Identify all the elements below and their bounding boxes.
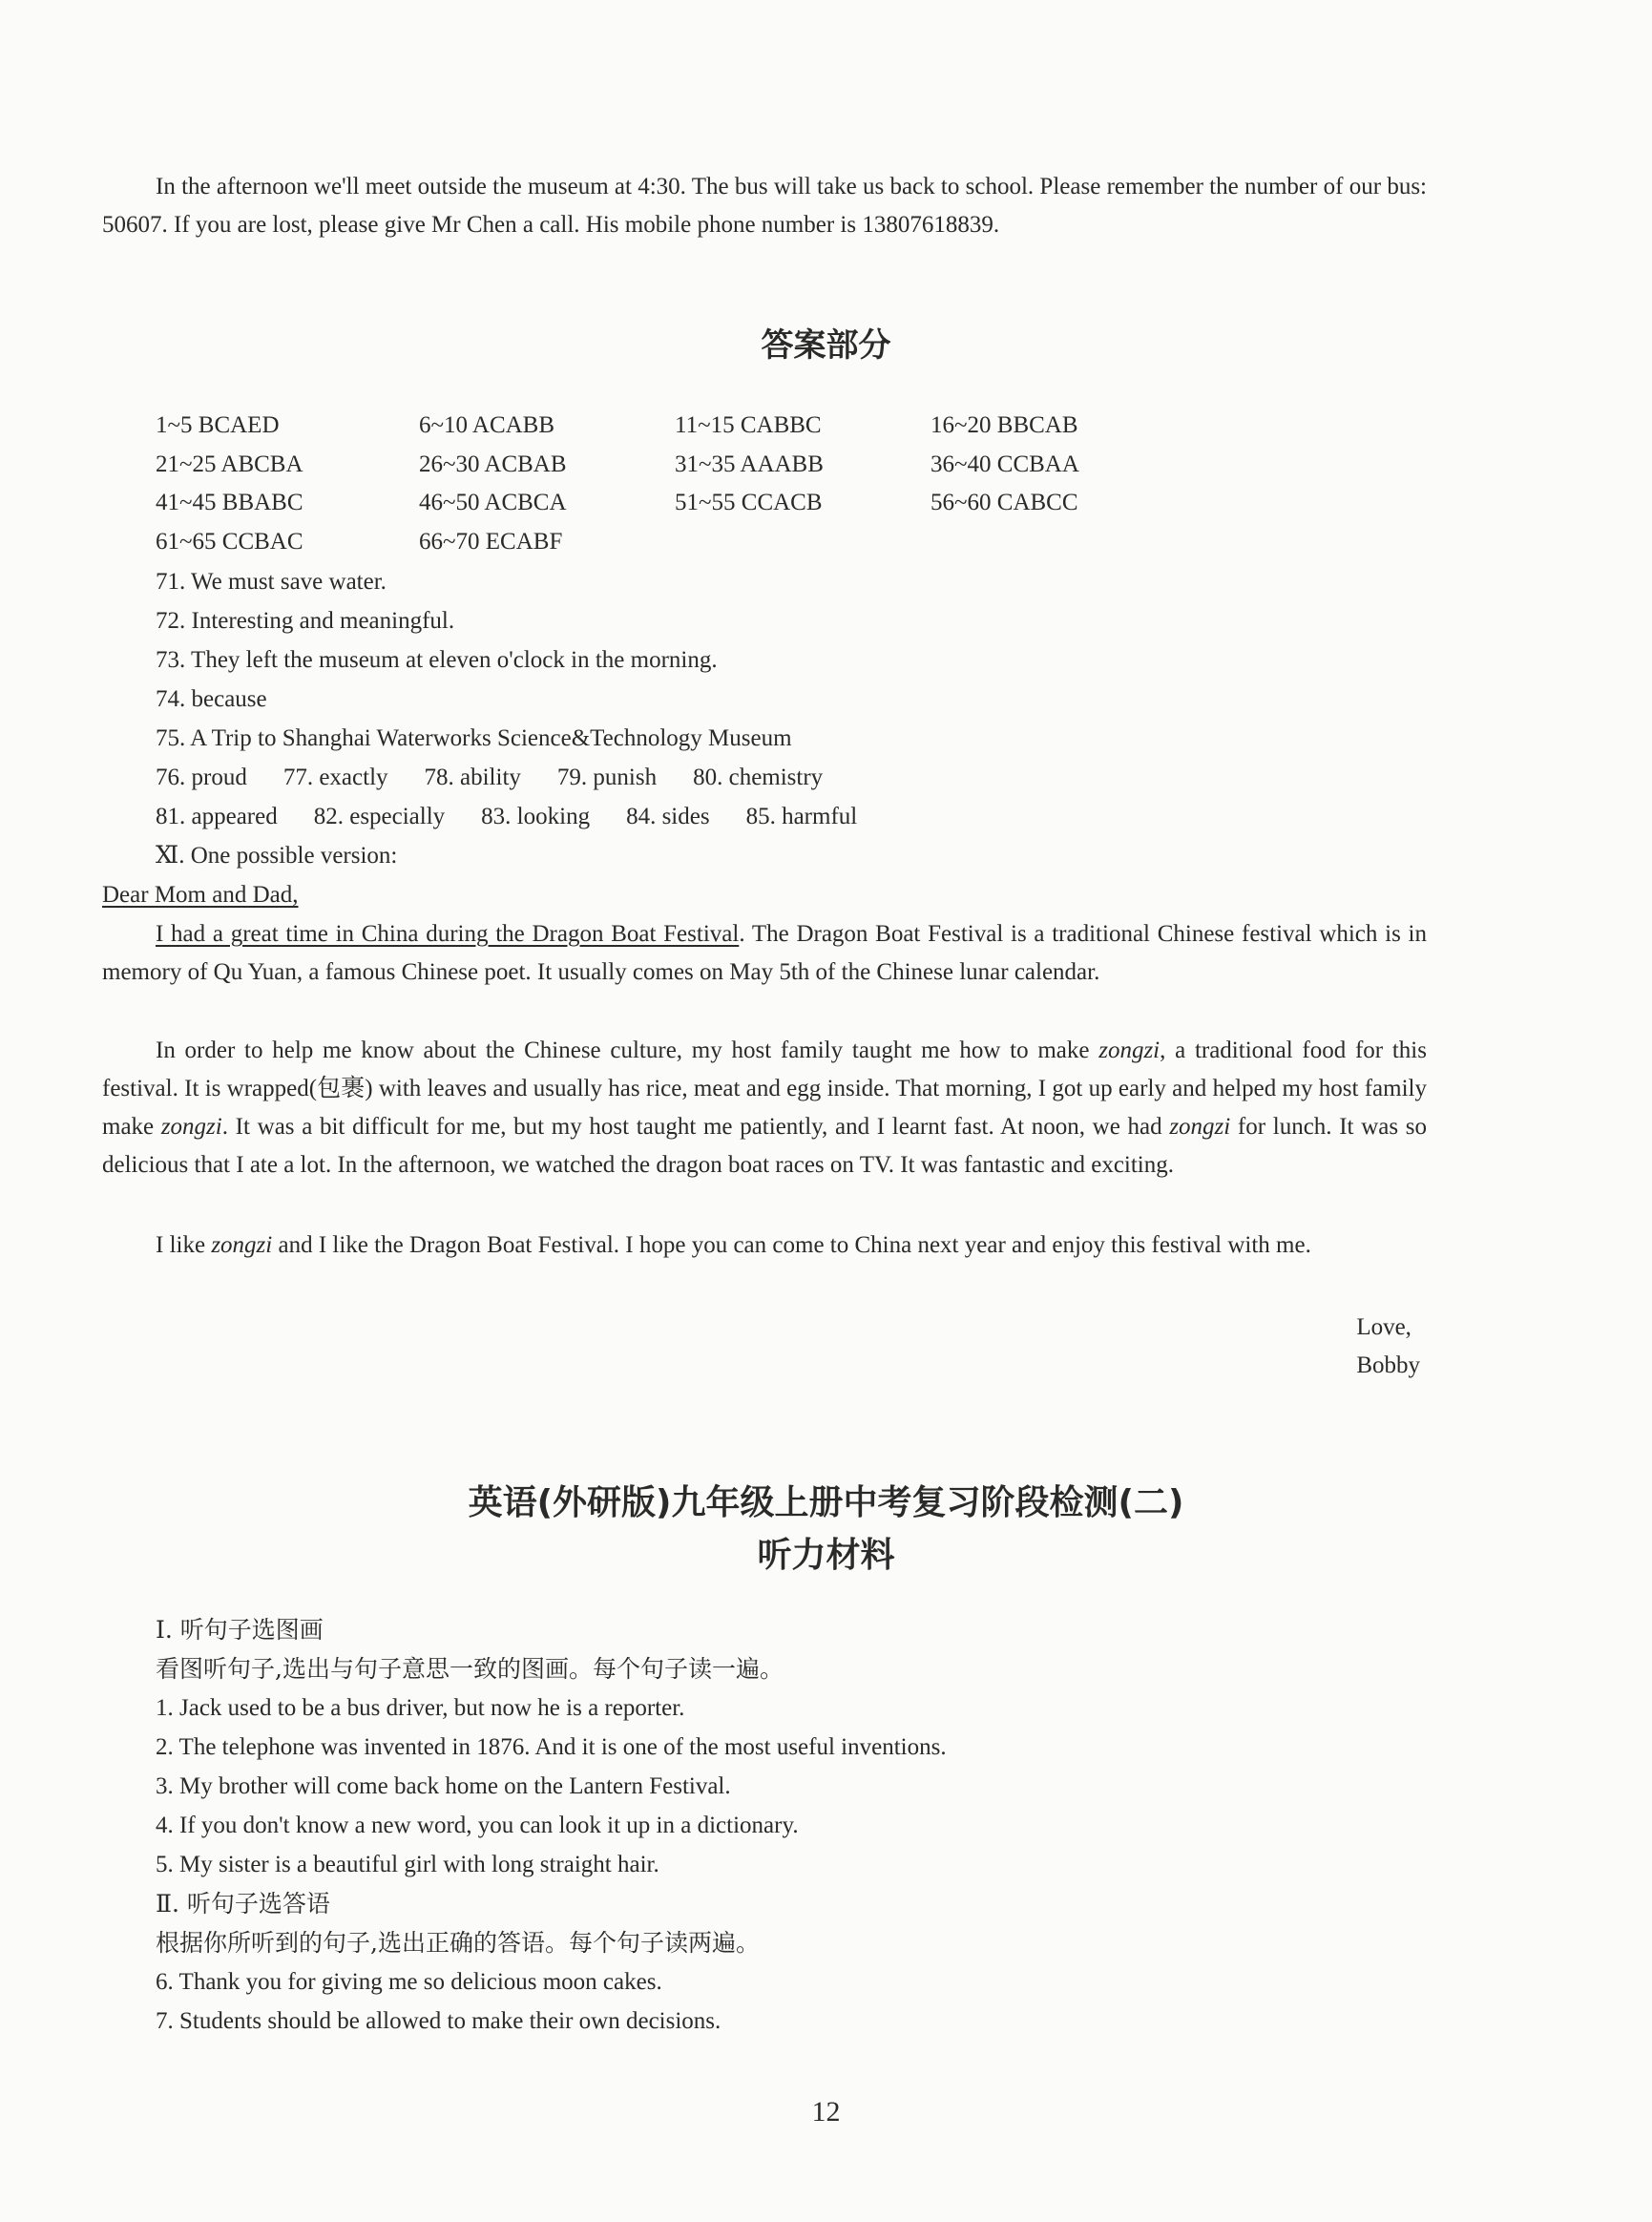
answer-cell: 46~50 ACBCA xyxy=(419,490,567,516)
answer-cell: 21~25 ABCBA xyxy=(156,451,303,477)
answer-cell: 6~10 ACABB xyxy=(419,412,555,438)
italic-word: zongzi xyxy=(160,1114,222,1140)
section-subtitle: 听力材料 xyxy=(757,1536,895,1575)
listening-item: 6. Thank you for giving me so delicious moon cakes. xyxy=(156,1969,662,1995)
vocab-item: 85. harmful xyxy=(745,804,858,829)
answer-line: 74. because xyxy=(156,686,267,712)
letter-greeting: Dear Mom and Dad, xyxy=(102,882,299,908)
listening-part-1-title: Ⅰ. 听句子选图画 xyxy=(156,1616,324,1644)
vocab-item: 84. sides xyxy=(626,804,710,829)
answer-cell: 1~5 BCAED xyxy=(156,412,280,438)
section-title: 英语(外研版)九年级上册中考复习阶段检测(二) xyxy=(468,1483,1184,1522)
answer-row xyxy=(156,484,1186,523)
signature: Bobby xyxy=(1356,1352,1420,1378)
vocab-item: 80. chemistry xyxy=(693,765,824,790)
listening-item: 5. My sister is a beautiful girl with long straight hair. xyxy=(156,1852,659,1877)
answer-grid xyxy=(156,407,1186,562)
text-run: I like xyxy=(156,1232,212,1258)
letter-closing xyxy=(1356,1309,1420,1385)
answer-cell: 51~55 CCACB xyxy=(675,490,823,516)
listening-part-2-instruction: 根据你所听到的句子,选出正确的答语。每个句子读两遍。 xyxy=(156,1929,760,1957)
listening-item: 1. Jack used to be a bus driver, but now he is a reporter. xyxy=(156,1695,685,1721)
answer-cell: 11~15 CABBC xyxy=(675,412,822,438)
italic-word: zongzi xyxy=(211,1232,273,1258)
italic-word: zongzi xyxy=(1098,1038,1161,1063)
answer-cell: 41~45 BBABC xyxy=(156,490,303,516)
answer-line: 72. Interesting and meaningful. xyxy=(156,608,455,634)
listening-part-2-title: Ⅱ. 听句子选答语 xyxy=(156,1890,330,1918)
writing-label: Ⅺ. One possible version: xyxy=(156,843,398,869)
answer-cell: 66~70 ECABF xyxy=(419,529,563,556)
text-run: and I like the Dragon Boat Festival. I hope you can come to China next year and enjoy this festival with me. xyxy=(272,1232,1311,1258)
listening-item: 2. The telephone was invented in 1876. And it is one of the most useful inventions. xyxy=(156,1734,947,1760)
answer-line: 71. We must save water. xyxy=(156,569,387,595)
answer-cell: 36~40 CCBAA xyxy=(931,451,1079,477)
letter-paragraph-1 xyxy=(102,915,1427,992)
answer-row xyxy=(156,407,1186,446)
vocab-item: 82. especially xyxy=(313,804,446,829)
text-run: . The Dragon Boat Festival is a traditional Chinese festival which is in memory of Qu Yuan, a famous Chinese poet. It usually comes on May 5th of the Chinese lunar calendar. xyxy=(102,921,1427,985)
listening-part-1-instruction: 看图听句子,选出与句子意思一致的图画。每个句子读一遍。 xyxy=(156,1655,784,1683)
answer-row xyxy=(156,523,1186,562)
text-run: . It was a bit difficult for me, but my host taught me patiently, and I learnt fast. At noon, we had xyxy=(221,1114,1170,1140)
answer-line: 73. They left the museum at eleven o'clock in the morning. xyxy=(156,647,718,673)
vocab-item: 81. appeared xyxy=(156,804,278,829)
text-run: , a traditional food for this festival. It is wrapped(包裹) with leaves and usually has rice, meat and egg inside. That morning, I got up early and helped my host family make xyxy=(102,1038,1427,1140)
letter-paragraph-2 xyxy=(102,1032,1427,1184)
vocab-item: 76. proud xyxy=(156,765,247,790)
italic-word: zongzi xyxy=(1169,1114,1231,1140)
listening-item: 7. Students should be allowed to make their own decisions. xyxy=(156,2008,721,2034)
letter-paragraph-3 xyxy=(102,1226,1427,1265)
vocab-row xyxy=(156,759,859,797)
vocab-item: 83. looking xyxy=(481,804,591,829)
closing-text: Love, xyxy=(1356,1314,1412,1340)
text-run: In order to help me know about the Chinese culture, my host family taught me how to make xyxy=(156,1038,1099,1063)
underlined-sentence: I had a great time in China during the Dragon Boat Festival xyxy=(156,921,740,947)
page-number: 12 xyxy=(811,2096,841,2128)
vocab-row xyxy=(156,798,893,836)
answer-cell: 31~35 AAABB xyxy=(675,451,824,477)
answer-cell: 61~65 CCBAC xyxy=(156,529,303,556)
answer-row xyxy=(156,446,1186,485)
text-run: for lunch. It was so delicious that I ate a lot. In the afternoon, we watched the dragon boat races on TV. It was fantastic and exciting. xyxy=(102,1114,1427,1178)
vocab-item: 78. ability xyxy=(424,765,521,790)
vocab-item: 77. exactly xyxy=(282,765,388,790)
answer-cell: 16~20 BBCAB xyxy=(931,412,1078,438)
answer-line: 75. A Trip to Shanghai Waterworks Science&Technology Museum xyxy=(156,725,792,751)
listening-item: 3. My brother will come back home on the Lantern Festival. xyxy=(156,1773,731,1799)
answer-section-title: 答案部分 xyxy=(761,326,891,365)
listening-item: 4. If you don't know a new word, you can look it up in a dictionary. xyxy=(156,1813,799,1838)
intro-paragraph: In the afternoon we'll meet outside the museum at 4:30. The bus will take us back to school. Please remember the number of our bus: 50607. If you are lost, please give Mr Chen a call. His mobile phone number is 13807618839. xyxy=(102,174,1427,238)
vocab-item: 79. punish xyxy=(556,765,658,790)
answer-cell: 56~60 CABCC xyxy=(931,490,1078,516)
answer-cell: 26~30 ACBAB xyxy=(419,451,567,477)
